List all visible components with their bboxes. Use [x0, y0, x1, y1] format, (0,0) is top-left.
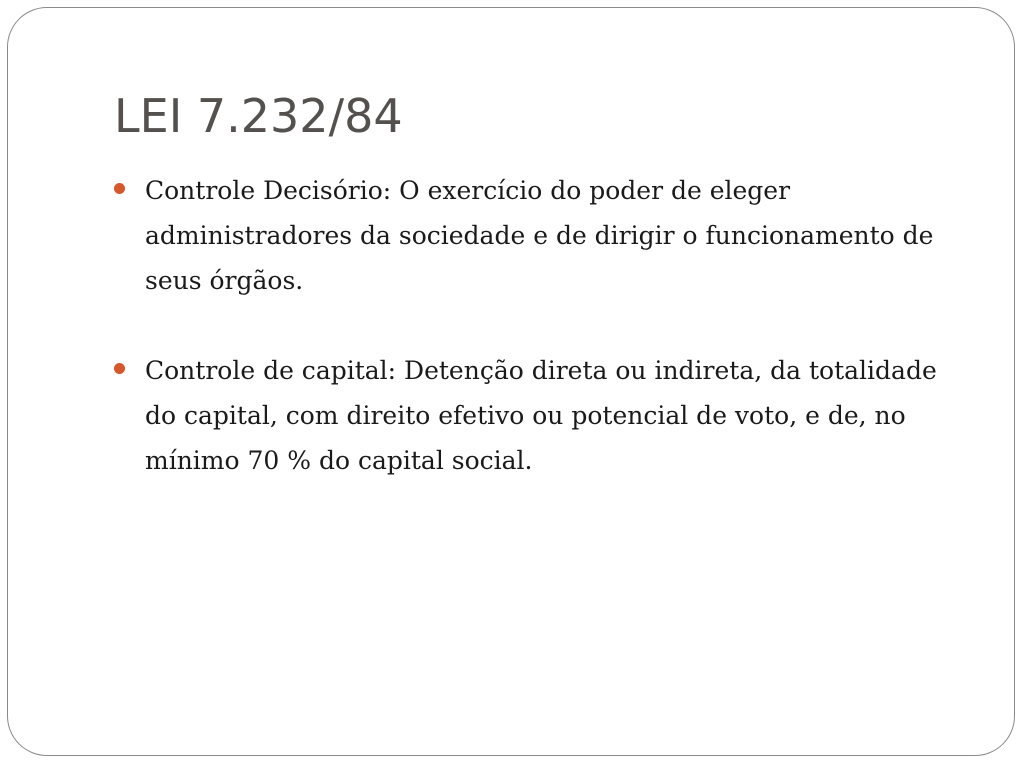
bullet-dot-icon [114, 183, 125, 194]
bullet-dot-icon [114, 363, 125, 374]
bullet-list [114, 168, 974, 483]
slide-title: LEI 7.232/84 [114, 89, 403, 143]
bullet-text: Controle Decisório: O exercício do poder de eleger administradores da sociedade e de dirigir o funcionamento de seus órgãos. [145, 176, 934, 295]
bullet-item-controle-de-capital [114, 348, 974, 483]
bullet-text: Controle de capital: Detenção direta ou indireta, da totalidade do capital, com direito efetivo ou potencial de voto, e de, no mínimo 70 % do capital social. [145, 356, 937, 475]
bullet-item-controle-decisorio [114, 168, 974, 303]
